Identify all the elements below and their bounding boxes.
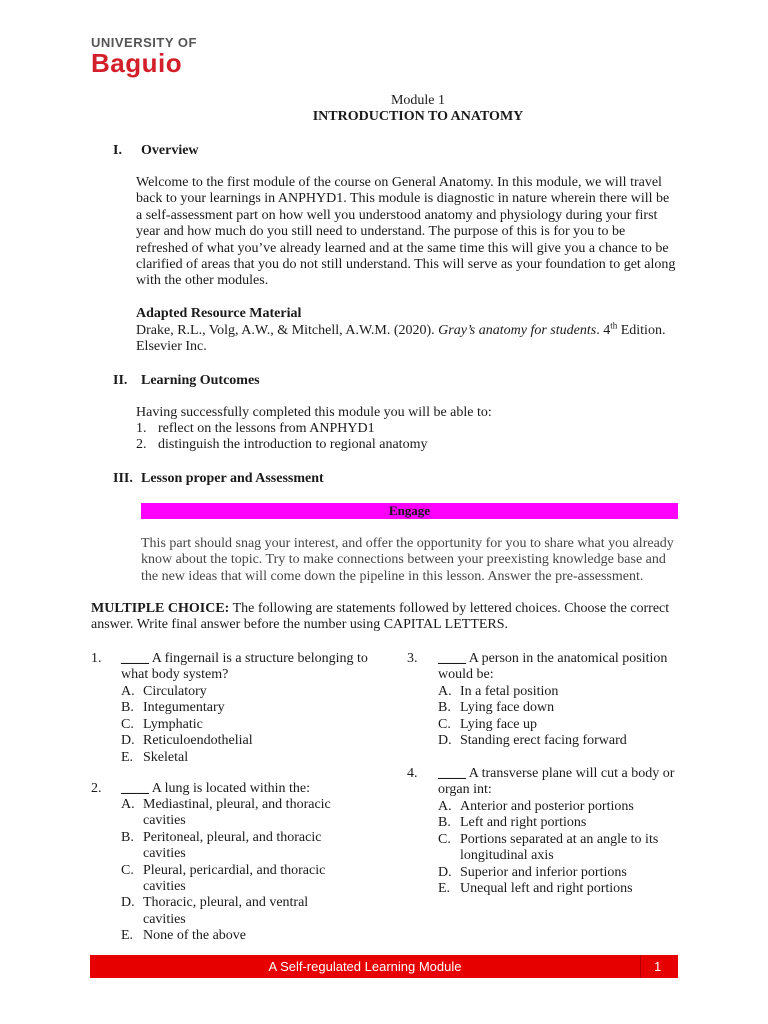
option-letter: A. (121, 684, 135, 699)
question-text: A lung is located within the: (149, 781, 310, 796)
footer-text: A Self-regulated Learning Module (268, 959, 462, 974)
option-text: Unequal left and right portions (460, 881, 633, 897)
option-text: Standing erect facing forward (460, 733, 627, 749)
option-item (438, 832, 668, 865)
option-item (438, 684, 678, 700)
logo-line-baguio: Baguio (91, 48, 183, 78)
option-item (121, 895, 343, 928)
question-stem (438, 766, 683, 799)
option-item (438, 815, 668, 831)
option-item (121, 684, 361, 700)
option-text: In a fetal position (460, 684, 559, 699)
option-letter: A. (438, 799, 452, 814)
answer-blank[interactable]: ____ (438, 651, 466, 666)
option-letter: B. (438, 815, 451, 831)
question-text: A transverse plane will cut a body or organ int: (438, 766, 675, 798)
option-item (121, 928, 343, 944)
option-item (121, 717, 361, 733)
option-text: Peritoneal, pleural, and thoracic cavities (143, 829, 322, 862)
section-overview-heading (113, 143, 199, 159)
question-stem (121, 651, 371, 684)
option-text: None of the above (143, 928, 247, 944)
option-list (121, 684, 361, 766)
option-list (438, 684, 678, 750)
ref-publisher: Elsevier Inc. (136, 339, 207, 355)
section-lesson-heading (113, 471, 324, 487)
option-text: Anterior and posterior portions (460, 799, 634, 814)
question-text: A person in the anatomical position would be: (438, 651, 668, 683)
question-stem (438, 651, 683, 684)
engage-paragraph: This part should snag your interest, and offer the opportunity for you to share what you already know about the topic. Try to make connections between your preexisting knowledge base and the new ideas that will come down the pipeline in this lesson. Answer the pre-assessment. (141, 536, 674, 584)
module-number: Module 1 (390, 93, 446, 108)
option-letter: B. (121, 829, 134, 845)
question-text: A fingernail is a structure belonging to what body system? (121, 651, 368, 683)
option-item (438, 865, 668, 881)
module-title: INTRODUCTION TO ANATOMY (312, 109, 524, 124)
section-title: Learning Outcomes (141, 373, 260, 388)
option-item (438, 700, 678, 716)
answer-blank[interactable]: ____ (121, 651, 149, 666)
option-letter: E. (121, 749, 134, 765)
option-letter: B. (438, 700, 451, 716)
section-title: Lesson proper and Assessment (141, 471, 324, 486)
outcome-item (136, 421, 676, 437)
option-list (438, 799, 668, 897)
option-item (121, 750, 361, 766)
option-item (438, 717, 678, 733)
option-item (438, 881, 668, 897)
outcome-item (136, 437, 676, 453)
university-logo (91, 36, 197, 76)
option-text: Left and right portions (460, 815, 587, 831)
outcomes-intro: Having successfully completed this module you will be able to: (136, 405, 492, 420)
outcome-text: reflect on the lessons from ANPHYD1 (158, 421, 375, 436)
answer-blank[interactable]: ____ (121, 781, 149, 796)
option-text: Lymphatic (143, 716, 203, 732)
ref-authors: Drake, R.L., Volg, A.W., & Mitchell, A.W.M. (2020). (136, 323, 439, 338)
option-letter: C. (121, 862, 134, 878)
question-number: 3. (407, 651, 418, 666)
logo-line-university-of: UNIVERSITY OF (91, 35, 197, 50)
option-item (121, 830, 343, 863)
option-list (121, 797, 343, 945)
option-letter: A. (438, 684, 452, 699)
section-number: II. (113, 373, 128, 388)
option-letter: D. (121, 733, 135, 749)
option-letter: A. (121, 797, 135, 812)
ref-edition: Edition. (617, 323, 666, 338)
option-text: Lying face down (460, 700, 555, 716)
answer-blank[interactable]: ____ (438, 766, 466, 781)
outcome-text: distinguish the introduction to regional anatomy (158, 437, 428, 452)
option-text: Lying face up (460, 716, 537, 732)
option-item (121, 797, 343, 830)
ref-book-title: Gray’s anatomy for students (438, 323, 597, 338)
multiple-choice-text: The following are statements followed by lettered choices. Choose the correct answer. Write final answer before the number using CAPITAL LETTERS. (91, 601, 670, 633)
section-number: III. (113, 471, 133, 486)
multiple-choice-instructions (91, 601, 681, 634)
section-number: I. (113, 143, 122, 158)
option-text: Pleural, pericardial, and thoracic cavities (143, 862, 326, 895)
option-text: Thoracic, pleural, and ventral cavities (143, 895, 309, 927)
question-number: 1. (91, 651, 102, 666)
footer-bar (90, 955, 678, 978)
resource-heading: Adapted Resource Material (136, 306, 302, 321)
question-stem (121, 781, 371, 797)
option-letter: E. (121, 928, 134, 944)
option-text: Portions separated at an angle to its longitudinal axis (460, 831, 659, 864)
outcome-number: 2. (136, 437, 147, 452)
section-title: Overview (141, 143, 199, 158)
footer-divider (640, 955, 641, 978)
engage-banner: Engage (141, 503, 678, 519)
question-number: 4. (407, 766, 418, 781)
resource-reference (136, 320, 676, 356)
option-item (121, 733, 361, 749)
option-letter: C. (438, 716, 451, 732)
option-item (438, 733, 678, 749)
option-text: Mediastinal, pleural, and thoracic cavities (143, 797, 331, 829)
option-text: Skeletal (143, 749, 189, 765)
option-letter: C. (121, 716, 134, 732)
multiple-choice-label: MULTIPLE CHOICE: (91, 601, 230, 616)
overview-paragraph: Welcome to the first module of the course on General Anatomy. In this module, we will travel back to your learnings in ANPHYD1. This module is diagnostic in nature wherein there will be a self-assessment part on how well you understood anatomy and physiology during your first year and how much do you still need to understand. The purpose of this is for you to be refreshed of what you’ve already learned and at the same time this will give you a chance to be clarified of areas that you do not still understand. This will serve as your foundation to get along with the other modules. (136, 175, 676, 289)
ref-edition-num: . 4 (596, 323, 611, 338)
option-item (121, 863, 343, 896)
option-text: Circulatory (143, 684, 207, 699)
option-letter: C. (438, 831, 451, 847)
question-number: 2. (91, 781, 102, 796)
outcome-number: 1. (136, 421, 147, 436)
ref-edition-sup: th (610, 320, 618, 331)
option-item (438, 799, 668, 815)
option-letter: D. (121, 895, 135, 911)
option-text: Superior and inferior portions (460, 864, 627, 880)
section-outcomes-heading (113, 373, 260, 389)
option-letter: B. (121, 700, 134, 716)
page-number: 1 (654, 959, 662, 974)
option-letter: D. (438, 864, 452, 880)
option-item (121, 700, 361, 716)
option-text: Integumentary (143, 700, 225, 716)
option-letter: E. (438, 881, 451, 897)
option-text: Reticuloendothelial (143, 733, 253, 749)
option-letter: D. (438, 733, 452, 749)
